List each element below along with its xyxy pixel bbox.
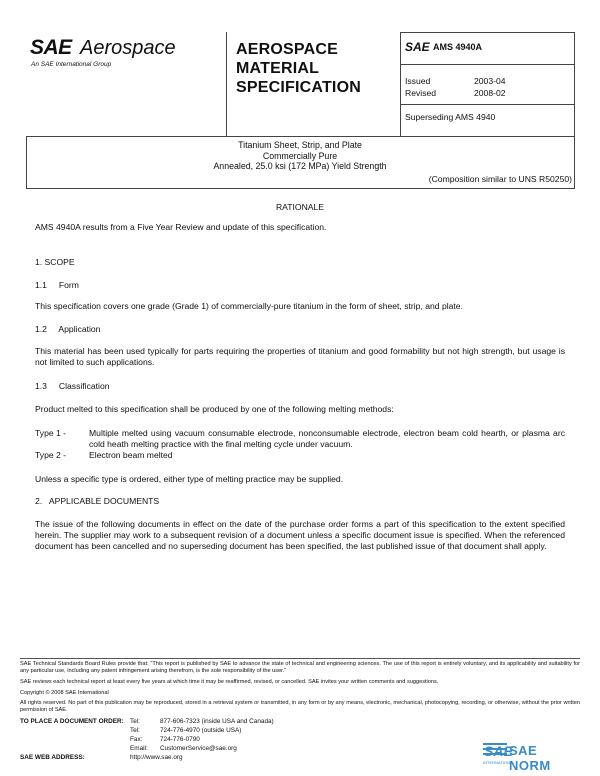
divider [574, 136, 575, 188]
section-text: This specification covers one grade (Grade 1) of commercially-pure titanium in the form of sheet, strip, and plate. [35, 301, 463, 311]
doc-title-line: Titanium Sheet, Strip, and Plate [238, 140, 362, 150]
section-text: This material has been used typically for parts requiring the properties of titanium and good formability but not high strength, but usage is not limited to such applications. [35, 346, 565, 367]
email-label: Email: [130, 745, 148, 752]
divider [574, 32, 575, 136]
divider [400, 32, 574, 33]
divider [400, 104, 574, 105]
type-text: Electron beam melted [89, 450, 173, 460]
issued-value: 2003-04 [474, 76, 506, 86]
section-text: The issue of the following documents in effect on the date of the purchase order forms a part of this specification to the extent specified herein. The supplier may work to a subsequent revision of a document unless a specific document issue is specified. When the referenced document has been cancelled and no superseding document has been specified, the last published issue of that document shall apply. [35, 519, 565, 551]
footer-divider [20, 658, 580, 659]
footer-review: SAE reviews each technical report at least every five years at which time it may be reaffirmed, revised, or cancelled. SAE invites your written comments and suggestions. [20, 679, 439, 685]
spec-logo-mark: SAE [405, 40, 430, 54]
sae-logo-icon [483, 741, 513, 761]
doc-title-line: Annealed, 25.0 ksi (172 MPa) Yield Strength [213, 161, 387, 171]
fax-value: 724-776-0790 [160, 736, 200, 743]
superseding-note: Superseding AMS 4940 [405, 112, 496, 122]
doc-title-line: Commercially Pure [262, 150, 338, 161]
tel-value[interactable]: 877-606-7323 (inside USA and Canada) [160, 718, 274, 725]
svg-text:SAE: SAE [484, 743, 513, 759]
section-heading: 1. SCOPE [35, 257, 75, 267]
web-label: SAE WEB ADDRESS: [20, 754, 85, 761]
watermark-text: SAE NORM [509, 743, 551, 773]
rationale-heading: RATIONALE [275, 202, 325, 212]
title-line: MATERIAL [236, 60, 320, 77]
title-line: AEROSPACE [236, 41, 338, 58]
divider [226, 32, 227, 136]
section-heading: 1.2 Application [35, 324, 101, 334]
document-title [26, 140, 574, 172]
order-label: TO PLACE A DOCUMENT ORDER: [20, 718, 124, 725]
type-text: Multiple melted using vacuum consumable electrode, nonconsumable electrode, electron beam cold hearth, or plasma arc cold heath melting practice with the final melting cycle under vacuum. [89, 428, 565, 449]
footer-rights: All rights reserved. No part of this publication may be reproduced, stored in a retrieval system or transmitted, in any form or by any means, electronic, mechanical, photocopying, recording, or otherwise, without the prior written permission of SAE. [20, 700, 580, 713]
tel-label: Tel: [130, 718, 140, 725]
page-title [236, 40, 361, 97]
logo-tagline: An SAE International Group [31, 61, 112, 68]
divider [400, 64, 574, 65]
tel-value[interactable]: 724-776-4970 (outside USA) [160, 727, 242, 734]
sae-logo-word: Aerospace [80, 37, 176, 59]
rationale-text: AMS 4940A results from a Five Year Review and update of this specification. [35, 222, 327, 232]
sae-norm-watermark [483, 741, 578, 773]
spec-number: AMS 4940A [433, 42, 483, 52]
fax-label: Fax: [130, 736, 143, 743]
composition-note: (Composition similar to UNS R50250) [428, 174, 572, 184]
section-heading: 1.3 Classification [35, 381, 110, 391]
email-link[interactable]: CustomerService@sae.org [160, 745, 237, 752]
revised-label: Revised [405, 88, 437, 98]
type-label: Type 1 - [35, 428, 67, 438]
footer-copyright: Copyright © 2008 SAE International [20, 690, 109, 696]
revised-value: 2008-02 [474, 88, 506, 98]
footer-rules: SAE Technical Standards Board Rules provide that: "This report is published by SAE to advance the state of technical and engineering sciences. The use of this report is entirely voluntary, and its applicability and suitability for any particular use, including any patent infringement arising therefrom, is the sole responsibility of the user." [20, 661, 580, 674]
type-label: Type 2 - [35, 450, 67, 460]
section-heading: 2. APPLICABLE DOCUMENTS [35, 496, 160, 506]
section-text: Unless a specific type is ordered, either type of melting practice may be supplied. [35, 474, 344, 484]
tel-label: Tel: [130, 727, 140, 734]
divider [400, 32, 401, 136]
divider [26, 188, 575, 189]
section-heading: 1.1 Form [35, 280, 79, 290]
web-link[interactable]: http://www.sae.org [130, 754, 183, 761]
sae-logo-mark: SAE [30, 36, 72, 59]
watermark-sub: INTERNATIONAL [483, 760, 515, 765]
issued-label: Issued [405, 76, 431, 86]
section-text: Product melted to this specification shall be produced by one of the following melting methods: [35, 404, 394, 414]
title-line: SPECIFICATION [236, 79, 361, 96]
